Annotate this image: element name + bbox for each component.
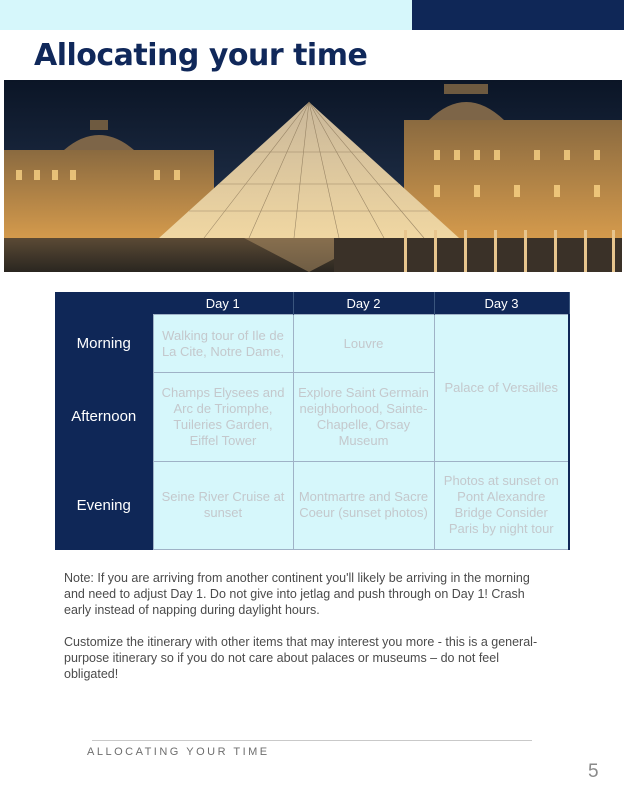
page-title: Allocating your time <box>34 38 368 73</box>
day1-header: Day 1 <box>153 292 293 315</box>
day1-afternoon-cell: Champs Elysees and Arc de Triomphe, Tuileries Garden, Eiffel Tower <box>153 373 293 461</box>
page-number: 5 <box>588 761 599 782</box>
evening-label: Evening <box>55 461 153 549</box>
header-band-dark <box>412 0 624 30</box>
day3-evening-cell: Photos at sunset on Pont Alexandre Bridge Consider Paris by night tour <box>434 461 569 549</box>
day2-evening-cell: Montmartre and Sacre Coeur (sunset photos) <box>293 461 434 549</box>
day3-morning-afternoon-cell: Palace of Versailles <box>434 315 569 462</box>
table-corner <box>55 292 153 315</box>
footer-label: ALLOCATING YOUR TIME <box>87 746 270 758</box>
day2-morning-cell: Louvre <box>293 315 434 373</box>
day3-header: Day 3 <box>434 292 569 315</box>
afternoon-label: Afternoon <box>55 373 153 461</box>
footer-divider <box>92 740 532 741</box>
header-band-light <box>0 0 412 30</box>
day1-evening-cell: Seine River Cruise at sunset <box>153 461 293 549</box>
morning-label: Morning <box>55 315 153 373</box>
day1-morning-cell: Walking tour of Ile de La Cite, Notre Dame, <box>153 315 293 373</box>
day2-afternoon-cell: Explore Saint Germain neighborhood, Sainte-Chapelle, Orsay Museum <box>293 373 434 461</box>
louvre-photo <box>4 80 622 272</box>
jetlag-note: Note: If you are arriving from another continent you'll likely be arriving in the morning and need to adjust Day 1. Do not give into jetlag and push through on Day 1! Crash early instead of napping during daylight hours. <box>64 571 530 617</box>
customize-note: Customize the itinerary with other items that may interest you more - this is a general-purpose itinerary so if you do not care about palaces or museums – do not feel obligated! <box>64 635 538 681</box>
day2-header: Day 2 <box>293 292 434 315</box>
itinerary-table <box>55 292 570 550</box>
